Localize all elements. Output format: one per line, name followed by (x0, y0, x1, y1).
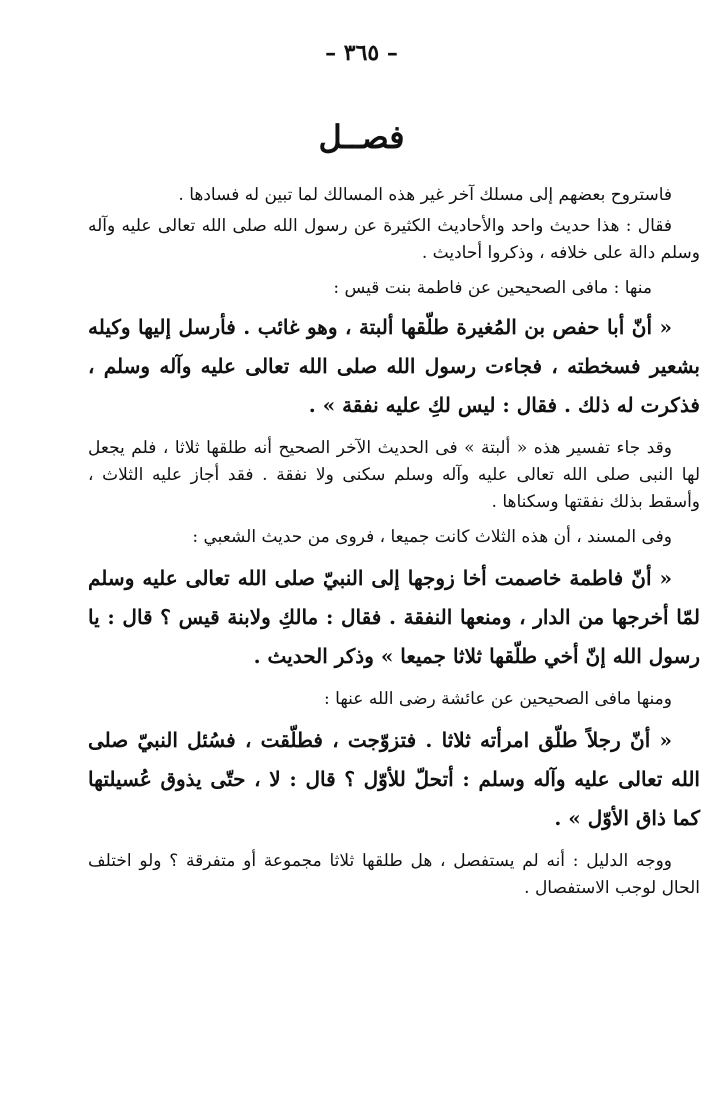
hadith-quote-3: « أنّ رجلاً طلّق امرأته ثلاثا . فتزوّجت ، فطلّقت ، فسُئل النبيّ صلى الله تعالى عليه وآله وسلم : أتحلّ للأوّل ؟ قال : لا ، حتّى يذوق عُسيلتها كما ذاق الأوّل » . (88, 728, 700, 830)
hadith-quote-1: « أنّ أبا حفص بن المُغيرة طلّقها ألبتة ، وهو غائب . فأرسل إليها وكيله بشعير فسخطته ، فجاءت رسول الله صلى الله تعالى عليه وآله وسلم ، فذكرت له ذلك . فقال : ليس لكِ عليه نفقة » . (88, 315, 700, 417)
paragraph-3: منها : مافى الصحيحين عن فاطمة بنت قيس : (333, 278, 652, 298)
paragraph-5: وفى المسند ، أن هذه الثلاث كانت جميعا ، فروى من حديث الشعبي : (192, 527, 672, 547)
page-number: – ٣٦٥ – (325, 40, 398, 66)
paragraph-6: ومنها مافى الصحيحين عن عائشة رضى الله عنها : (324, 689, 672, 709)
paragraph-4: وقد جاء تفسير هذه « ألبتة » فى الحديث الآخر الصحيح أنه طلقها ثلاثا ، فلم يجعل لها النبى صلى الله تعالى عليه وآله وسلم سكنى ولا نفقة . فقد أجاز عليه الثلاث ، وأسقط بذلك نفقتها وسكناها . (88, 438, 700, 512)
paragraph-7: ووجه الدليل : أنه لم يستفصل ، هل طلقها ثلاثا مجموعة أو متفرقة ؟ ولو اختلف الحال لوجب الاستفصال . (88, 851, 700, 898)
section-title: فصــل (318, 118, 405, 156)
paragraph-1: فاستروح بعضهم إلى مسلك آخر غير هذه المسالك لما تبين له فسادها . (178, 185, 672, 205)
hadith-quote-2: « أنّ فاطمة خاصمت أخا زوجها إلى النبيّ صلى الله تعالى عليه وسلم لمّا أخرجها من الدار ، ومنعها النفقة . فقال : مالكِ ولابنة قيس ؟ قال : يا رسول الله إنّ أخي طلّقها ثلاثا جميعا » وذكر الحديث . (88, 566, 700, 668)
body-text (88, 182, 700, 910)
paragraph-2: فقال : هذا حديث واحد والأحاديث الكثيرة عن رسول الله صلى الله تعالى عليه وآله وسلم دالة على خلافه ، وذكروا أحاديث . (88, 216, 700, 263)
